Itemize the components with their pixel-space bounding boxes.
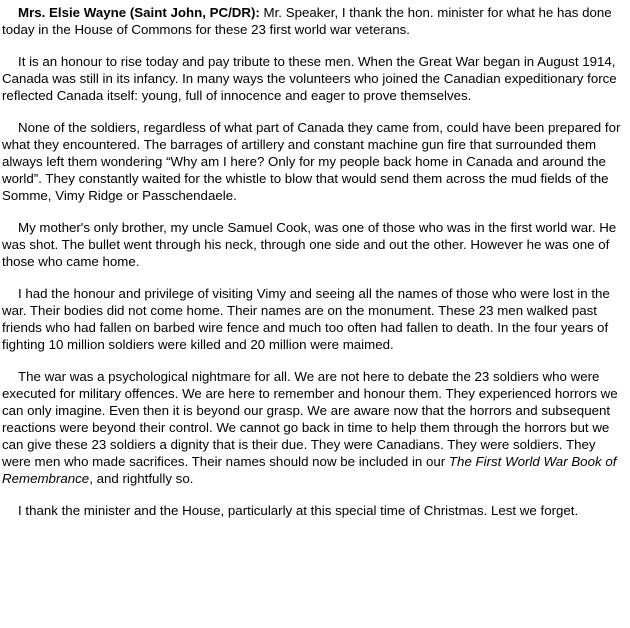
speech-paragraph [2, 119, 624, 204]
paragraph-text: Mr. Speaker, I thank the hon. minister for what he has done today in the House of Commons for these 23 first world war veterans. [2, 5, 612, 37]
paragraph-text: My mother's only brother, my uncle Samuel Cook, was one of those who was in the first world war. He was shot. The bullet went through his neck, through one side and out the other. However he was one of those who came home. [2, 220, 617, 269]
paragraph-text: It is an honour to rise today and pay tribute to these men. When the Great War began in August 1914, Canada was still in its infancy. In many ways the volunteers who joined the Canadian expeditionary force reflected Canada itself: young, full of innocence and eager to prove themselves. [2, 54, 617, 103]
speech-body [2, 4, 624, 519]
paragraph-text: I thank the minister and the House, particularly at this special time of Christmas. Lest we forget. [18, 503, 579, 518]
speech-paragraph [2, 53, 624, 104]
paragraph-text: None of the soldiers, regardless of what part of Canada they came from, could have been prepared for what they encountered. The barrages of artillery and constant machine gun fire that surrounded them always left them wondering “Why am I here? Only for my people back home in Canada and around the world”. They constantly waited for the whistle to blow that would send them across the mud fields of the Somme, Vimy Ridge or Passchendaele. [2, 120, 621, 203]
speaker-name: Mrs. Elsie Wayne (Saint John, PC/DR): [18, 5, 260, 20]
book-title: The First World War Book of Remembrance [2, 454, 617, 486]
speech-paragraph [2, 4, 624, 38]
paragraph-text: I had the honour and privilege of visiting Vimy and seeing all the names of those who were lost in the war. Their bodies did not come home. Their names are on the monument. These 23 men walked past friends who had fallen on barbed wire fence and much too often had fallen to death. In the four years of fighting 10 million soldiers were killed and 20 million were maimed. [2, 286, 610, 352]
speech-paragraph [2, 502, 624, 519]
speech-paragraph [2, 368, 624, 487]
speech-paragraph [2, 219, 624, 270]
paragraph-text: The war was a psychological nightmare for all. We are not here to debate the 23 soldiers who were executed for military offences. We are here to remember and honour them. They experienced horrors we can only imagine. Even then it is beyond our grasp. We are aware now that the horrors and subsequent reactions were beyond their control. We cannot go back in time to help them through the horrors but we can give these 23 soldiers a dignity that is their due. They were Canadians. They were soldiers. They were men who made sacrifices. Their names should now be included in our [2, 369, 618, 469]
paragraph-text: , and rightfully so. [89, 471, 194, 486]
speech-paragraph [2, 285, 624, 353]
